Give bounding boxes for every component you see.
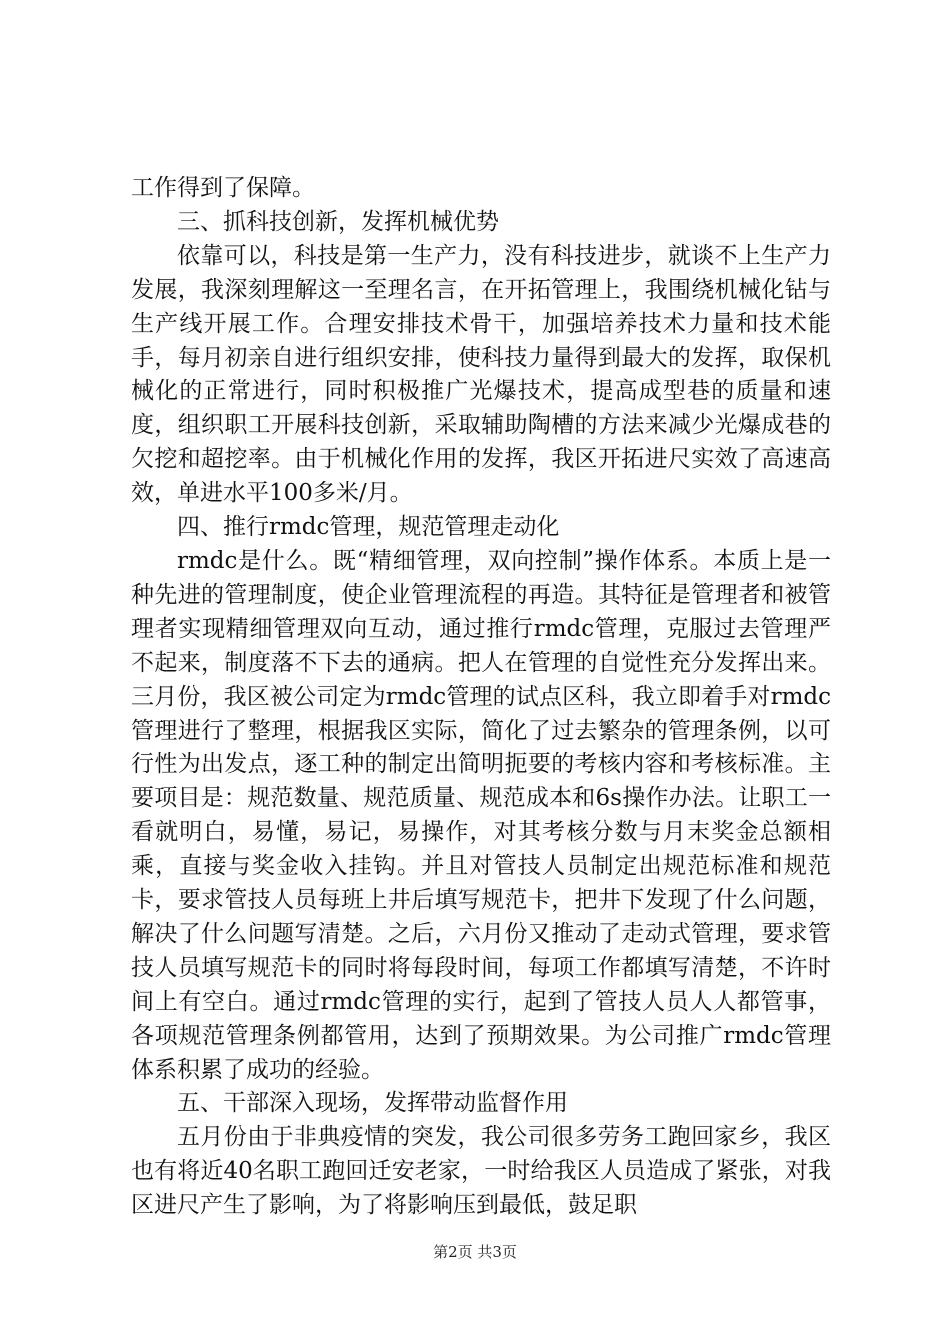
- section-heading-3: 三、抓科技创新，发挥机械优势: [177, 208, 499, 235]
- page-number-footer: 第2页 共3页: [433, 1243, 517, 1261]
- section-heading-4: 四、推行rmdc管理，规范管理走动化: [177, 514, 560, 541]
- paragraph-continuation: 工作得到了保障。: [131, 175, 315, 201]
- document-body: [131, 172, 831, 1223]
- paragraph-cadre-onsite: 五月份由于非典疫情的突发，我公司很多劳务工跑回家乡，我区也有将近40名职工跑回迁安老家，一时给我区人员造成了紧张，对我区进尺产生了影响，为了将影响压到最低，鼓足职: [131, 1124, 831, 1219]
- paragraph-tech-innovation: 依靠可以，科技是第一生产力，没有科技进步，就谈不上生产力发展，我深刻理解这一至理名言，在开拓管理上，我围绕机械化钻与生产线开展工作。合理安排技术骨干，加强培养技术力量和技术能手，每月初亲自进行组织安排，使科技力量得到最大的发挥，取保机械化的正常进行，同时积极推广光爆技术，提高成型巷的质量和速度，组织职工开展科技创新，采取辅助陶槽的方法来减少光爆成巷的欠挖和超挖率。由于机械化作用的发挥，我区开拓进尺实效了高速高效，单进水平100多米/月。: [131, 242, 831, 507]
- paragraph-rmdc-management: rmdc是什么。既“精细管理，双向控制”操作体系。本质上是一种先进的管理制度，使企业管理流程的再造。其特征是管理者和被管理者实现精细管理双向互动，通过推行rmdc管理，克服过去管理严不起来，制度落不下去的通病。把人在管理的自觉性充分发挥出来。三月份，我区被公司定为rmdc管理的试点区科，我立即着手对rmdc管理进行了整理，根据我区实际，简化了过去繁杂的管理条例，以可行性为出发点，逐工种的制定出简明扼要的考核内容和考核标准。主要项目是：规范数量、规范质量、规范成本和6s操作办法。让职工一看就明白，易懂，易记，易操作，对其考核分数与月末奖金总额相乘，直接与奖金收入挂钩。并且对管技人员制定出规范标准和规范卡，要求管技人员每班上井后填写规范卡，把井下发现了什么问题，解决了什么问题写清楚。之后，六月份又推动了走动式管理，要求管技人员填写规范卡的同时将每段时间，每项工作都填写清楚，不许时间上有空白。通过rmdc管理的实行，起到了管技人员人人都管事，各项规范管理条例都管用，达到了预期效果。为公司推广rmdc管理体系积累了成功的经验。: [131, 547, 831, 1083]
- section-heading-5: 五、干部深入现场，发挥带动监督作用: [177, 1090, 568, 1117]
